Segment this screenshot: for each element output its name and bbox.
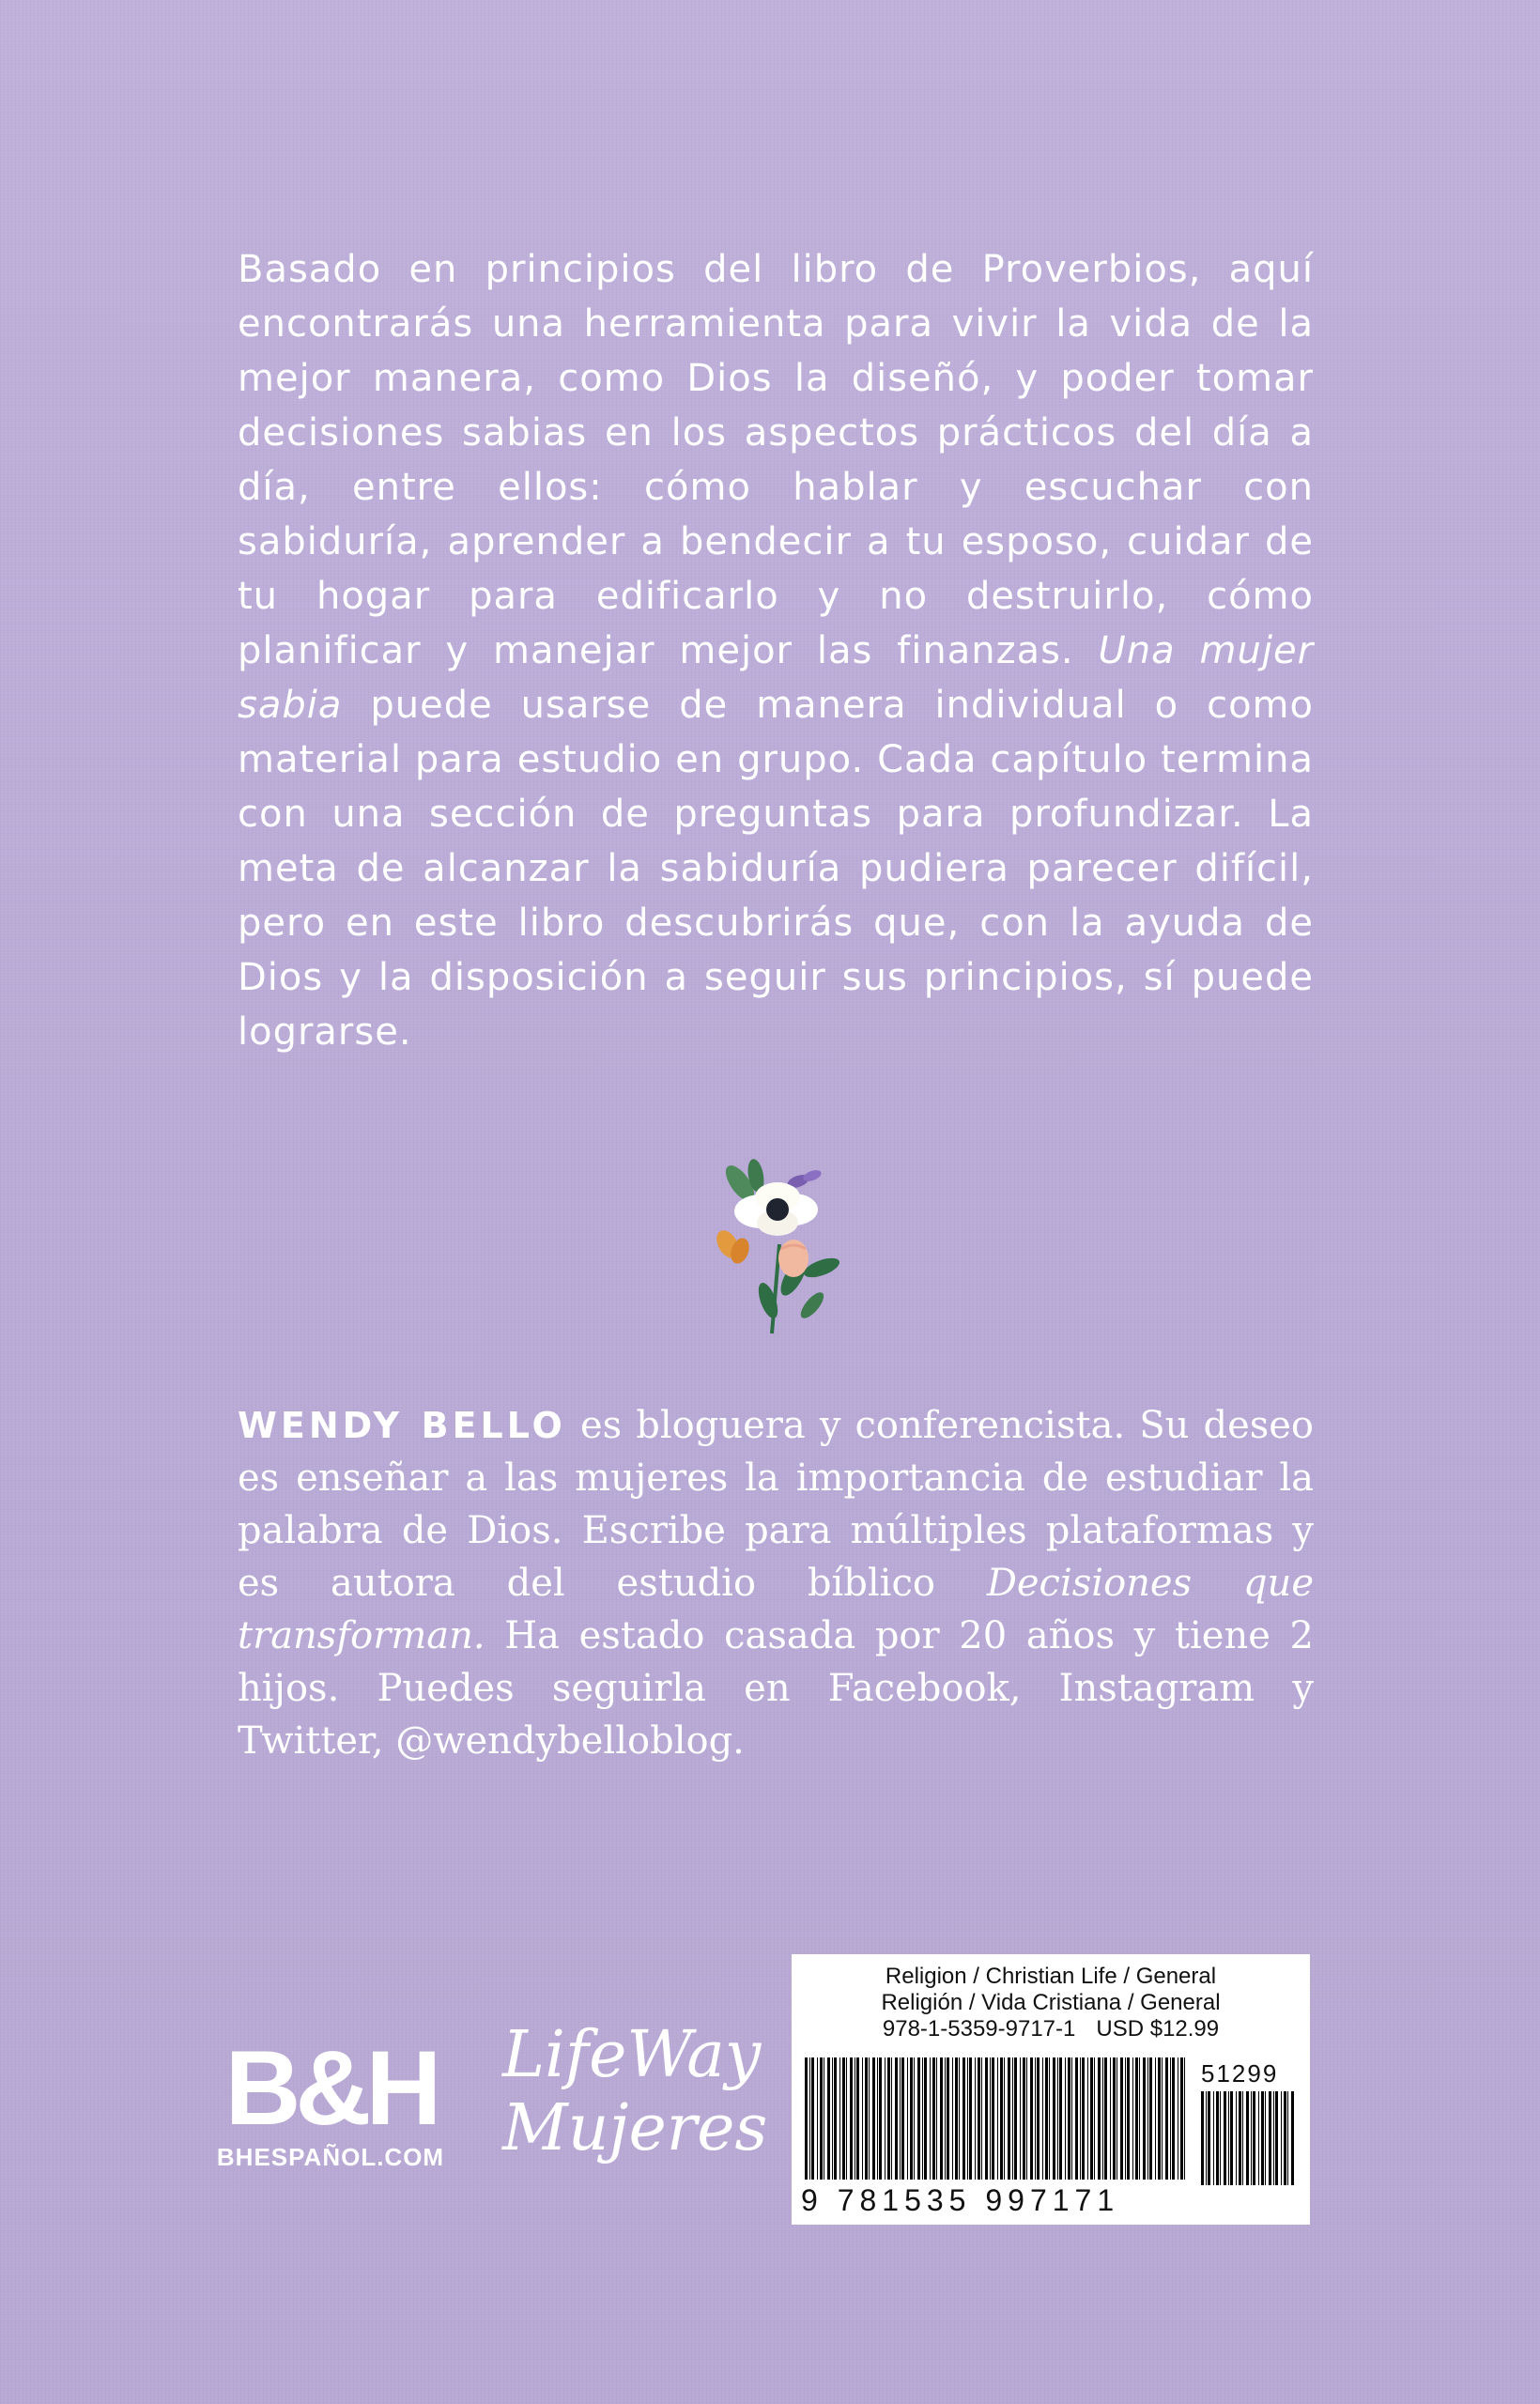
barcode-bar [895, 2057, 898, 2180]
barcode-bar [1127, 2057, 1130, 2180]
barcode-bar [1125, 2057, 1126, 2180]
barcode-bar [1206, 2091, 1207, 2185]
barcode-bar [930, 2057, 931, 2180]
barcode-bar [1075, 2057, 1078, 2180]
barcode-bar [1261, 2091, 1264, 2185]
barcode-bar [917, 2057, 920, 2180]
barcode-bar [1216, 2091, 1219, 2185]
barcode-bar [1110, 2057, 1111, 2180]
barcode-bar [1269, 2091, 1271, 2185]
barcode-bar [978, 2057, 980, 2180]
barcode-bar [827, 2057, 830, 2180]
barcode-bar [924, 2057, 927, 2180]
barcode-bar [811, 2057, 814, 2180]
barcode-bar [862, 2057, 863, 2180]
author-name: WENDY BELLO [238, 1405, 566, 1446]
barcode-bar [1165, 2057, 1168, 2180]
barcode-bar [1071, 2057, 1072, 2180]
barcode-bar [1139, 2057, 1140, 2180]
bio-text-part-1: es bloguera y conferencista. Su deseo es enseñar a las mujeres la importancia de estudiar la palabra de Dios. Escribe para múltiples plataformas y es autora del estudio bíblico [238, 1404, 1315, 1605]
barcode-bar [1275, 2091, 1278, 2185]
barcode-bar [869, 2057, 870, 2180]
barcode-bar [910, 2057, 913, 2180]
barcode-bar [832, 2057, 833, 2180]
barcode-bar [1170, 2057, 1171, 2180]
barcode-bar [1042, 2057, 1043, 2180]
barcode-bar [1082, 2057, 1085, 2180]
barcode-bar [969, 2057, 972, 2180]
barcode-bar [879, 2057, 882, 2180]
barcode-bar [1251, 2091, 1252, 2185]
barcode-bar [932, 2057, 935, 2180]
barcode-bar [872, 2057, 875, 2180]
category-english: Religion / Christian Life / General [885, 1964, 1217, 1989]
price: USD $12.99 [1096, 2016, 1220, 2042]
barcode-bar [1291, 2091, 1294, 2185]
barcode-bar [1045, 2057, 1048, 2180]
barcode-bar [1008, 2057, 1010, 2180]
barcode-bar [1162, 2057, 1163, 2180]
barcode-bar [1155, 2057, 1156, 2180]
barcode-bar [1208, 2091, 1210, 2185]
barcode-bar [1113, 2057, 1116, 2180]
lifeway-logo-line1: LifeWay [502, 2018, 762, 2092]
barcode-bar [1026, 2057, 1027, 2180]
barcode-bar [981, 2057, 982, 2180]
barcode-bar [1143, 2057, 1146, 2180]
barcode-bar [945, 2057, 946, 2180]
barcode-bar [959, 2057, 960, 2180]
barcode-bar [1094, 2057, 1095, 2180]
barcode-bar [990, 2057, 991, 2180]
barcode-bar [1224, 2091, 1226, 2185]
barcode-bar [1104, 2057, 1107, 2180]
barcode-bar [1120, 2057, 1123, 2180]
barcode-bar [947, 2057, 949, 2180]
bh-logo-mark: B&H [224, 2029, 437, 2147]
barcode-bar [1087, 2057, 1088, 2180]
barcode-bar [1265, 2091, 1266, 2185]
barcode-bar [1012, 2057, 1013, 2180]
barcode-bar [1098, 2057, 1101, 2180]
barcode-bar [1184, 2057, 1185, 2180]
bh-publisher-logo [199, 2029, 462, 2172]
barcode-bar [1149, 2057, 1152, 2180]
description-text-part-1: Basado en principios del libro de Proverbios, aquí encontrarás una herramienta para vivir la vida de la mejor manera, como Dios la diseñó, y poder tomar decisiones sabias en los aspectos prácticos del día a día, entre ellos: cómo hablar y escuchar con sabiduría, aprender a bendecir a tu esposo, cuidar de tu hogar para edificarlo y no destruirlo, cómo planificar y manejar mejor las finanzas. [238, 248, 1314, 672]
barcode-bar [820, 2057, 823, 2180]
lifeway-mujeres-logo [502, 2018, 768, 2165]
barcode-bar [992, 2057, 994, 2180]
author-bio [238, 1399, 1314, 1767]
bio-text-part-2: Ha estado casada por 20 años y tiene 2 hijos. Puedes seguirla en Facebook, Instagram y Twitter, @wendybelloblog. [238, 1614, 1315, 1763]
barcode-bar [1057, 2057, 1058, 2180]
barcode-bar [1236, 2091, 1237, 2185]
barcode-bar [1180, 2057, 1183, 2180]
barcode-bar [1258, 2091, 1259, 2185]
book-title-italic: Una mujer sabia [238, 629, 1315, 727]
barcode-bar [1065, 2057, 1066, 2180]
barcode-digits: 9 781535 997171 [801, 2183, 1120, 2217]
isbn-number: 978-1-5359-9717-1 [882, 2016, 1076, 2042]
barcode-bar [887, 2057, 890, 2180]
isbn-price-line [792, 2016, 1310, 2042]
barcode-bar [940, 2057, 943, 2180]
isbn-barcode [805, 2057, 1190, 2180]
barcode-bar [1068, 2057, 1070, 2180]
barcode-bar [1020, 2057, 1021, 2180]
barcode-bar [1102, 2057, 1103, 2180]
barcode-bar [850, 2057, 853, 2180]
barcode-bar [1281, 2091, 1282, 2185]
barcode-bar [1059, 2057, 1062, 2180]
barcode-bar [1253, 2091, 1255, 2185]
barcode-bar [1201, 2091, 1204, 2185]
barcode-bar [1000, 2057, 1003, 2180]
barcode-bar [856, 2057, 859, 2180]
barcode-bar [817, 2057, 818, 2180]
barcode-bar [967, 2057, 968, 2180]
barcode-bar [1080, 2057, 1081, 2180]
barcode-bar [834, 2057, 837, 2180]
barcode-bar [1023, 2057, 1025, 2180]
barcode-bar [839, 2057, 840, 2180]
previous-book-title: Decisiones que transforman. [238, 1562, 1314, 1657]
description-text-part-2: puede usarse de manera individual o como material para estudio en grupo. Cada capítulo termina con una sección de preguntas para profundizar. La meta de alcanzar la sabiduría pudiera parecer difícil, pero en este libro descubrirás que, con la ayuda de Dios y la disposición a seguir sus principios, sí puede lograrse. [238, 684, 1314, 1054]
barcode-bar [901, 2057, 904, 2180]
flower-illustration [704, 1155, 855, 1343]
barcode-bar [907, 2057, 908, 2180]
barcode-bar [1090, 2057, 1093, 2180]
category-spanish: Religión / Vida Cristiana / General [881, 1990, 1221, 2015]
barcode-bar [1287, 2091, 1288, 2185]
orange-bloom [712, 1226, 752, 1266]
barcode-bar [1158, 2057, 1161, 2180]
barcode-bar [846, 2057, 847, 2180]
barcode-bar [1135, 2057, 1138, 2180]
barcode-bar [952, 2057, 953, 2180]
barcode-bar [1242, 2091, 1243, 2185]
lifeway-logo-line2: Mujeres [502, 2091, 768, 2165]
barcode-bar [962, 2057, 965, 2180]
barcode-bar [1246, 2091, 1249, 2185]
barcode-bar [1049, 2057, 1050, 2180]
barcode-bar [1147, 2057, 1148, 2180]
barcode-bar [891, 2057, 892, 2180]
barcode-bar [1037, 2057, 1040, 2180]
barcode-bar [1014, 2057, 1017, 2180]
barcode-bar [842, 2057, 845, 2180]
barcode-bar [955, 2057, 958, 2180]
barcode-bar [975, 2057, 976, 2180]
barcode-bar [1230, 2091, 1233, 2185]
publisher-website: BHESPAÑOL.COM [216, 2143, 445, 2171]
barcode-bar [922, 2057, 923, 2180]
barcode-bar [914, 2057, 915, 2180]
barcode-bar [1239, 2091, 1241, 2185]
barcode-bar [1172, 2057, 1175, 2180]
barcode-bar [1132, 2057, 1133, 2180]
barcode-bar [865, 2057, 868, 2180]
pink-bud [778, 1240, 808, 1277]
barcode-bar [805, 2057, 808, 2180]
barcode-bar [997, 2057, 998, 2180]
barcode-bar [1213, 2091, 1214, 2185]
barcode-bar [809, 2057, 810, 2180]
barcode-bar [1273, 2091, 1274, 2185]
barcode-panel [792, 1954, 1310, 2225]
barcode-bar [1220, 2091, 1221, 2185]
barcode-bar [900, 2057, 901, 2180]
barcode-bar [985, 2057, 988, 2180]
barcode-bar [1004, 2057, 1005, 2180]
barcode-bar [885, 2057, 886, 2180]
price-barcode [1201, 2091, 1295, 2185]
barcode-bar [1284, 2091, 1286, 2185]
price-code: 51299 [1201, 2059, 1279, 2088]
barcode-bar [1053, 2057, 1055, 2180]
barcode-bar [877, 2057, 878, 2180]
book-description [238, 242, 1314, 1059]
barcode-bar [936, 2057, 937, 2180]
barcode-bar [1116, 2057, 1117, 2180]
barcode-bar [1228, 2091, 1229, 2185]
barcode-bar [1030, 2057, 1033, 2180]
barcode-bar [1035, 2057, 1036, 2180]
